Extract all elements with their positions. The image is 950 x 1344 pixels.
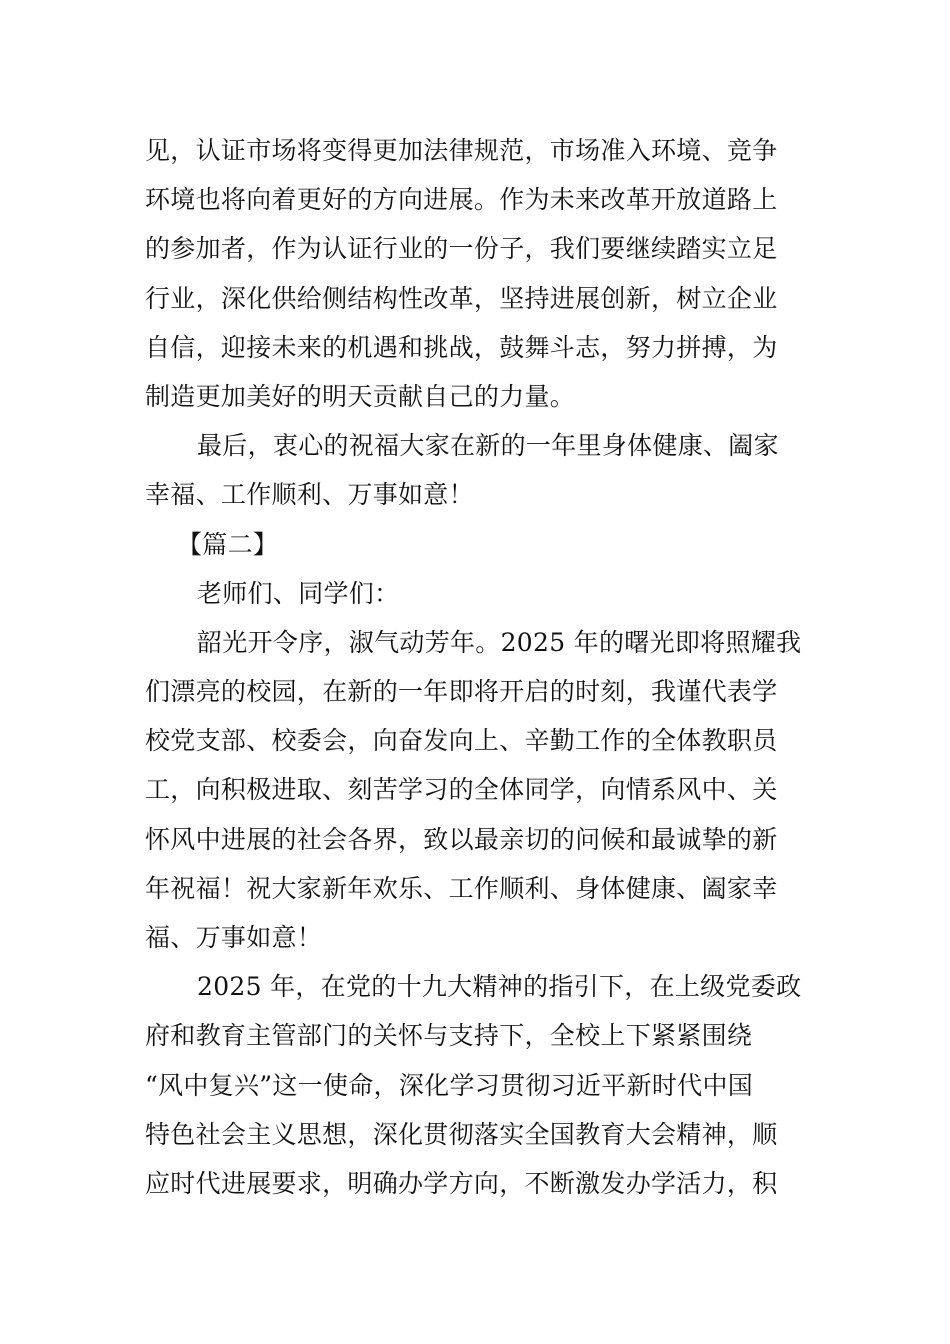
paragraph-start-line: 2025 年，在党的十九大精神的指引下，在上级党委政 — [197, 972, 802, 1002]
text-line: 自信，迎接未来的机遇和挑战，鼓舞斗志，努力拼搏，为 — [145, 332, 778, 362]
document-body — [145, 126, 810, 1208]
text-line: 行业，深化供给侧结构性改革，坚持进展创新，树立企业 — [145, 283, 778, 313]
paragraph-start-line: 韶光开令序，淑气动芳年。2025 年的曙光即将照耀我 — [197, 627, 802, 657]
text-line: 环境也将向着更好的方向进展。作为未来改革开放道路上 — [145, 185, 778, 215]
text-line: 们漂亮的校园，在新的一年即将开启的时刻，我谨代表学 — [145, 677, 778, 707]
text-line: 年祝福！祝大家新年欢乐、工作顺利、身体健康、阖家幸 — [145, 873, 778, 903]
text-line: “风中复兴”这一使命，深化学习贯彻习近平新时代中国 — [145, 1070, 754, 1100]
text-line: 见，认证市场将变得更加法律规范，市场准入环境、竞争 — [145, 136, 778, 165]
text-line: 福、万事如意！ — [145, 923, 323, 952]
text-line: 幸福、工作顺利、万事如意！ — [145, 480, 474, 510]
text-line: 特色社会主义思想，深化贯彻落实全国教育大会精神，顺 — [145, 1119, 778, 1149]
text-line: 应时代进展要求，明确办学方向，不断激发办学活力，积 — [145, 1168, 778, 1198]
section-heading: 【篇二】 — [177, 529, 279, 559]
salutation-line: 老师们、同学们： — [197, 578, 400, 608]
text-line: 的参加者，作为认证行业的一份子，我们要继续踏实立足 — [145, 234, 778, 264]
text-line: 工，向积极进取、刻苦学习的全体同学，向情系风中、关 — [145, 775, 778, 805]
text-line: 制造更加美好的明天贡献自己的力量。 — [145, 381, 576, 411]
text-line: 校党支部、校委会，向奋发向上、辛勤工作的全体教职员 — [145, 726, 778, 756]
text-line: 怀风中进展的社会各界，致以最亲切的问候和最诚挚的新 — [145, 824, 778, 854]
paragraph-start-line: 最后，衷心的祝福大家在新的一年里身体健康、阖家 — [197, 431, 779, 461]
text-line: 府和教育主管部门的关怀与支持下，全校上下紧紧围绕 — [145, 1021, 753, 1051]
